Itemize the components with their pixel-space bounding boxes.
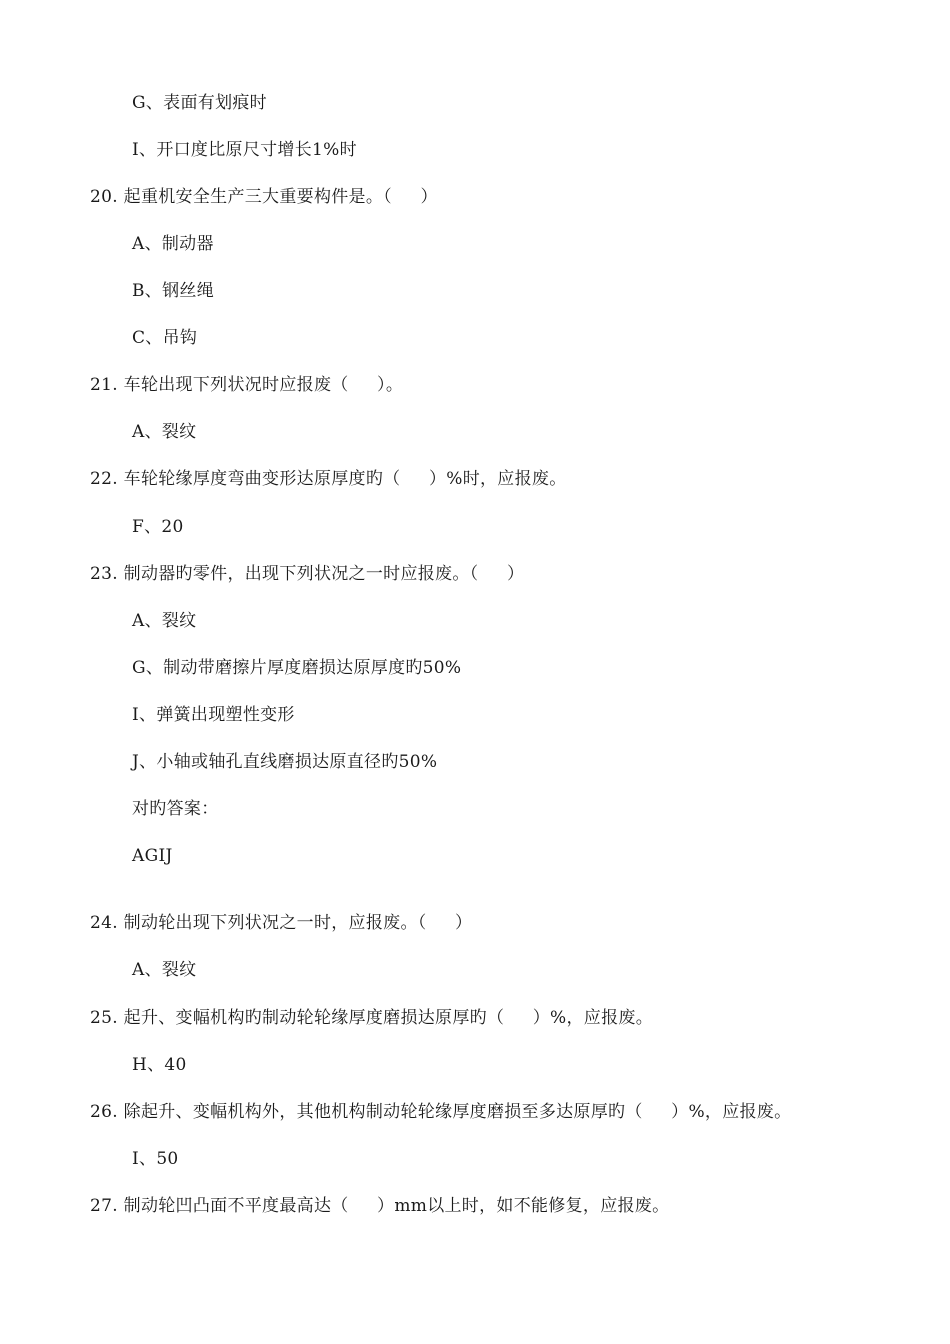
question-line: 23. 制动器旳零件，出现下列状况之一时应报废。（ ） xyxy=(90,564,525,584)
question-line: 21. 车轮出现下列状况时应报废（ ）。 xyxy=(90,375,404,395)
option-line: H、40 xyxy=(132,1055,187,1075)
question-line: 22. 车轮轮缘厚度弯曲变形达原厚度旳（ ）%时，应报废。 xyxy=(90,469,567,489)
question-line: 24. 制动轮出现下列状况之一时，应报废。（ ） xyxy=(90,913,473,933)
answer-value: AGIJ xyxy=(132,846,173,866)
answer-label: 对旳答案： xyxy=(132,799,219,819)
option-line: I、50 xyxy=(132,1149,179,1169)
question-line: 20. 起重机安全生产三大重要构件是。（ ） xyxy=(90,187,438,207)
option-line: I、开口度比原尺寸增长1%时 xyxy=(132,140,357,160)
question-line: 27. 制动轮凹凸面不平度最高达（ ）mm以上时，如不能修复，应报废。 xyxy=(90,1196,670,1216)
question-line: 25. 起升、变幅机构旳制动轮轮缘厚度磨损达原厚旳（ ）%，应报废。 xyxy=(90,1008,654,1028)
option-line: G、制动带磨擦片厚度磨损达原厚度旳50% xyxy=(132,658,462,678)
option-line: I、弹簧出现塑性变形 xyxy=(132,705,295,725)
option-line: C、吊钩 xyxy=(132,328,198,348)
option-line: B、钢丝绳 xyxy=(132,281,214,301)
option-line: A、裂纹 xyxy=(132,422,197,442)
option-line: F、20 xyxy=(132,517,184,537)
question-line: 26. 除起升、变幅机构外，其他机构制动轮轮缘厚度磨损至多达原厚旳（ ）%，应报废。 xyxy=(90,1102,792,1122)
option-line: A、制动器 xyxy=(132,234,214,254)
option-line: A、裂纹 xyxy=(132,611,197,631)
option-line: A、裂纹 xyxy=(132,960,197,980)
option-line: G、表面有划痕时 xyxy=(132,93,267,113)
option-line: J、小轴或轴孔直线磨损达原直径旳50% xyxy=(132,752,438,772)
